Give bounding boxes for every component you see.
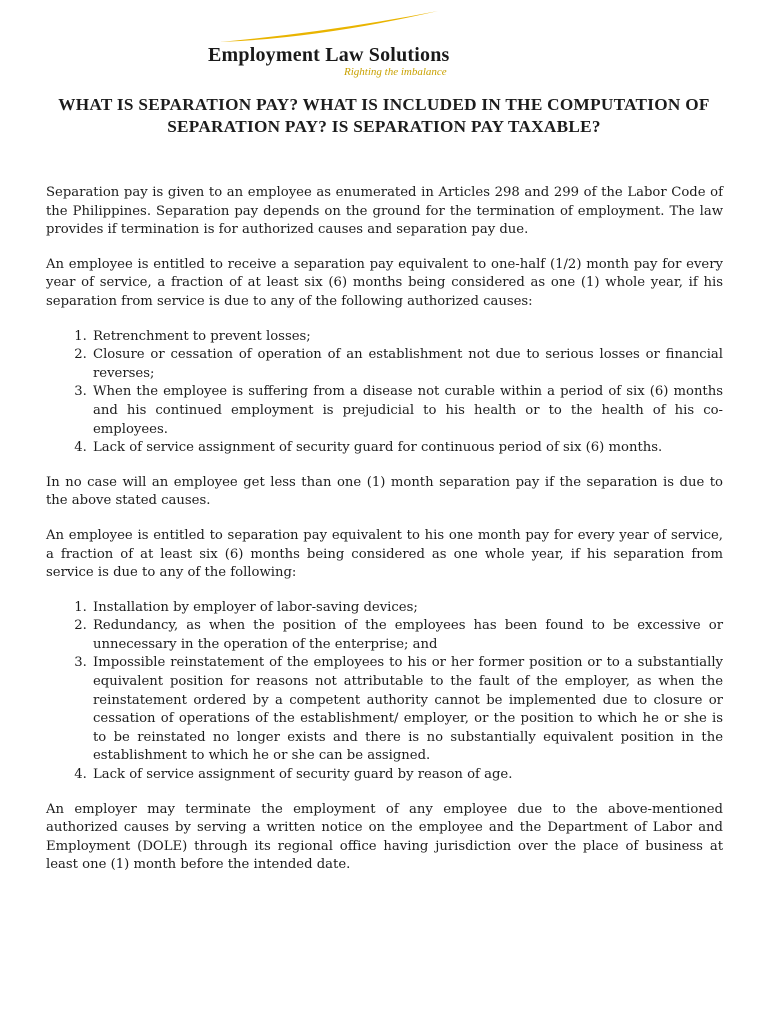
list-item: 1. Retrenchment to prevent losses; — [91, 328, 723, 347]
document-title: WHAT IS SEPARATION PAY? WHAT IS INCLUDED IN THE COMPUTATION OF SEPARATION PAY? IS SEPARATION PAY TAXABLE? — [58, 95, 710, 136]
one-month-paragraph: An employee is entitled to separation pay equivalent to his one month pay for every year of service, a fraction of at least six (6) months being considered as one whole year, if his separation from service is due to any of the following: — [46, 527, 723, 581]
half-month-causes-list — [46, 328, 723, 458]
notice-paragraph: An employer may terminate the employment of any employee due to the above-mentioned authorized causes by serving a written notice on the employee and the Department of Labor and Employment (DOLE) through its regional office having jurisdiction over the place of business at least one (1) month before the intended date. — [46, 801, 723, 873]
list-item: 2. Redundancy, as when the position of the employees has been found to be excessive or unnecessary in the operation of the enterprise; and — [91, 617, 723, 654]
intro-paragraph: Separation pay is given to an employee as enumerated in Articles 298 and 299 of the Labor Code of the Philippines. Separation pay depends on the ground for the termination of employment. The law provides if termination is for authorized causes and separation pay due. — [46, 185, 723, 238]
minimum-pay-paragraph: In no case will an employee get less than one (1) month separation pay if the separation is due to the above stated causes. — [46, 474, 723, 509]
document-body — [46, 184, 723, 891]
half-month-paragraph: An employee is entitled to receive a separation pay equivalent to one-half (1/2) month pay for every year of service, a fraction of at least six (6) months being considered as one (1) whole year, if his separation from service is due to any of the following authorized causes: — [46, 256, 723, 309]
company-logo — [200, 8, 520, 78]
one-month-causes-list — [46, 599, 723, 785]
list-item: 2. Closure or cessation of operation of an establishment not due to serious losses or financial reverses; — [91, 346, 723, 383]
swoosh-icon — [200, 8, 520, 48]
list-item: 3. Impossible reinstatement of the employees to his or her former position or to a substantially equivalent position for reasons not attributable to the fault of the employer, as when the reinstatement ordered by a competent authority cannot be implemented due to closure or cessation of operations of the establishment/ employer, or the position to which he or she is to be reinstated no longer exists and there is no substantially equivalent position in the establishment to which he or she can be assigned. — [91, 654, 723, 766]
list-item: 1. Installation by employer of labor-saving devices; — [91, 599, 723, 618]
logo-tagline: Righting the imbalance — [344, 66, 447, 78]
logo-name: Employment Law Solutions — [208, 44, 450, 66]
list-item: 4. Lack of service assignment of security guard by reason of age. — [91, 766, 723, 785]
list-item: 3. When the employee is suffering from a disease not curable within a period of six (6) months and his continued employment is prejudicial to his health or to the health of his co-employees. — [91, 383, 723, 439]
list-item: 4. Lack of service assignment of security guard for continuous period of six (6) months. — [91, 439, 723, 458]
